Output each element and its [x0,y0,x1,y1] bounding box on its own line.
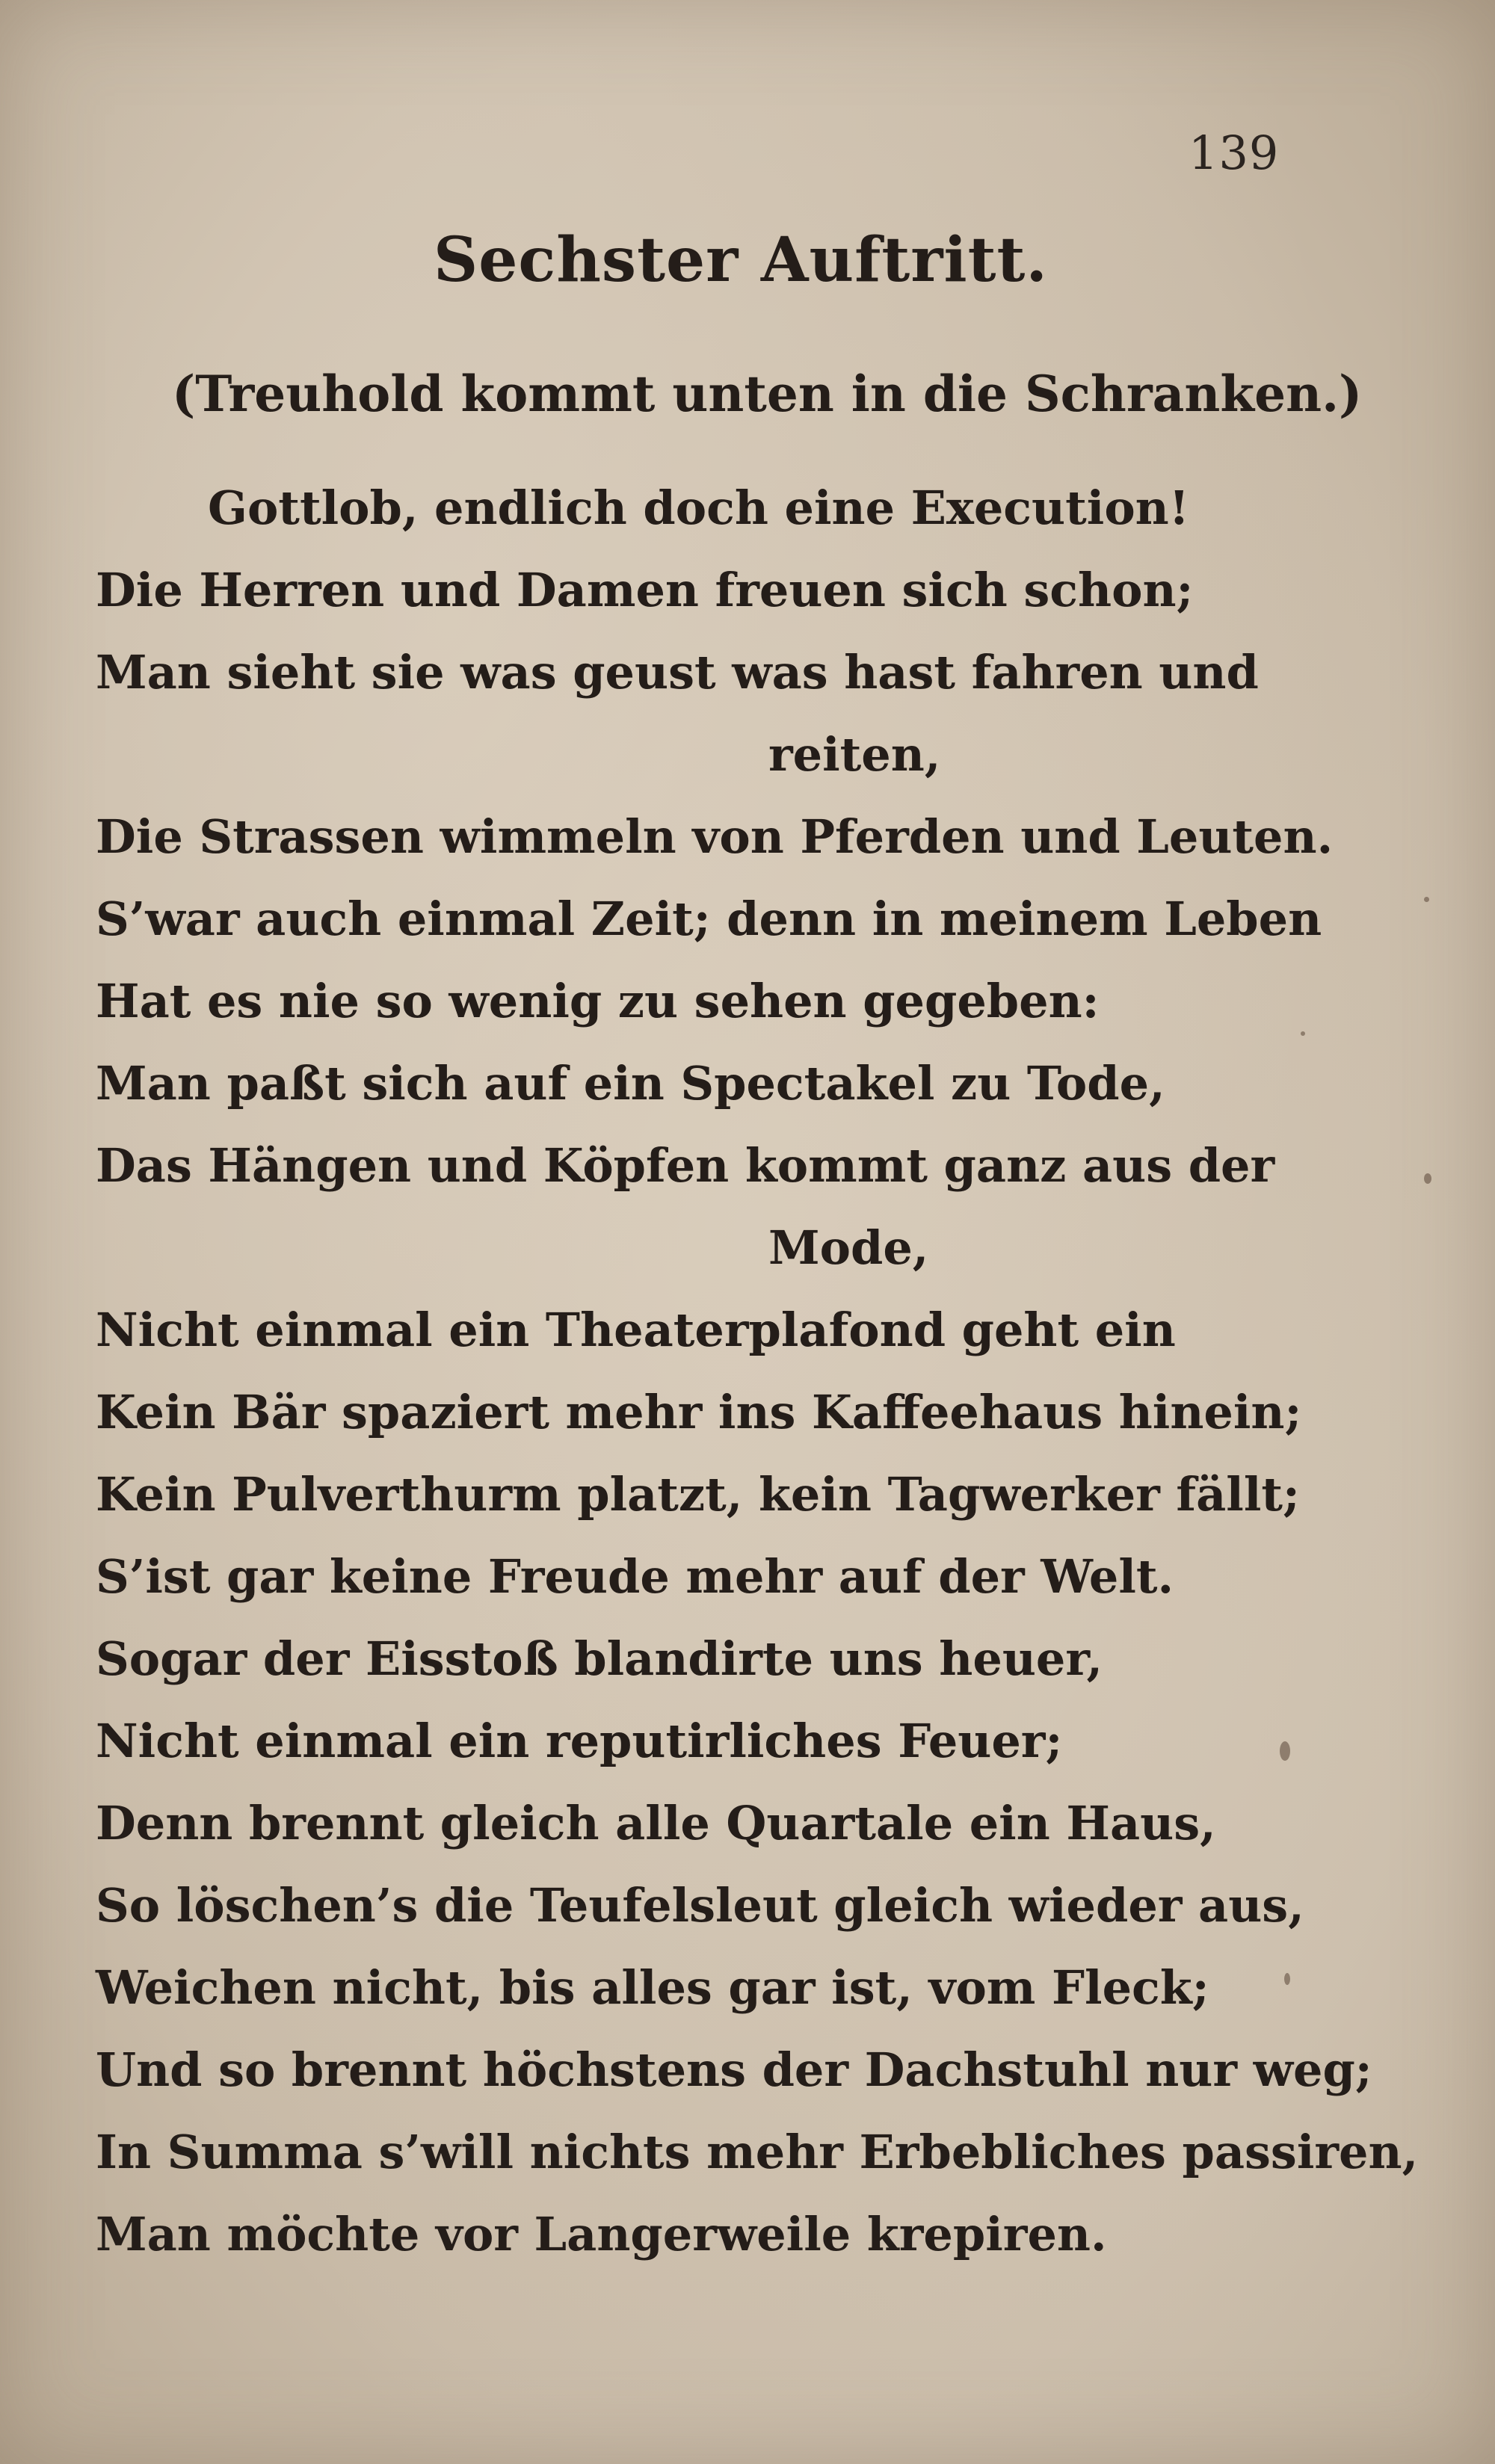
scene-title: Sechster Auftritt. [434,224,1048,296]
paper-speck [1280,1741,1290,1761]
verse-line: Die Strassen wimmeln von Pferden und Leuten. [96,809,1334,864]
verse-line: Kein Pulverthurm platzt, kein Tagwerker fällt; [96,1467,1300,1522]
verse-line: Weichen nicht, bis alles gar ist, vom Fleck; [96,1960,1209,2015]
verse-line: Sogar der Eisstoß blandirte uns heuer, [96,1631,1103,1686]
verse-line-turnover: reiten, [768,727,941,782]
page-number: 139 [1189,126,1280,180]
verse-line: S’war auch einmal Zeit; denn in meinem Leben [96,892,1322,946]
verse-line: Nicht einmal ein reputirliches Feuer; [96,1714,1063,1768]
verse-line: In Summa s’will nichts mehr Erbebliches passiren, [96,2125,1419,2179]
paper-speck [1424,897,1429,902]
paper-speck [1301,1031,1305,1036]
verse-line: Man paßt sich auf ein Spectakel zu Tode, [96,1056,1165,1111]
verse-line: Kein Bär spaziert mehr ins Kaffeehaus hinein; [96,1385,1302,1439]
verse-line: Man sieht sie was geust was hast fahren und [96,645,1259,700]
verse-line-turnover: Mode, [768,1220,929,1275]
paper-speck [1424,1173,1431,1184]
verse-line: Man möchte vor Langerweile krepiren. [96,2207,1107,2261]
verse-line: Das Hängen und Köpfen kommt ganz aus der [96,1138,1275,1193]
verse-line: Und so brennt höchstens der Dachstuhl nur weg; [96,2042,1372,2097]
paper-speck [1284,1973,1290,1985]
verse-text [96,467,1419,2276]
verse-line: S’ist gar keine Freude mehr auf der Welt. [96,1549,1174,1604]
verse-line: Hat es nie so wenig zu sehen gegeben: [96,974,1100,1028]
verse-line: So löschen’s die Teufelsleut gleich wieder aus, [96,1878,1304,1933]
verse-line: Die Herren und Damen freuen sich schon; [96,563,1194,617]
stage-direction: (Treuhold kommt unten in die Schranken.) [172,365,1363,423]
verse-line: Denn brennt gleich alle Quartale ein Haus, [96,1796,1216,1850]
verse-line: Gottlob, endlich doch eine Execution! [208,481,1189,535]
verse-line: Nicht einmal ein Theaterplafond geht ein [96,1303,1176,1357]
